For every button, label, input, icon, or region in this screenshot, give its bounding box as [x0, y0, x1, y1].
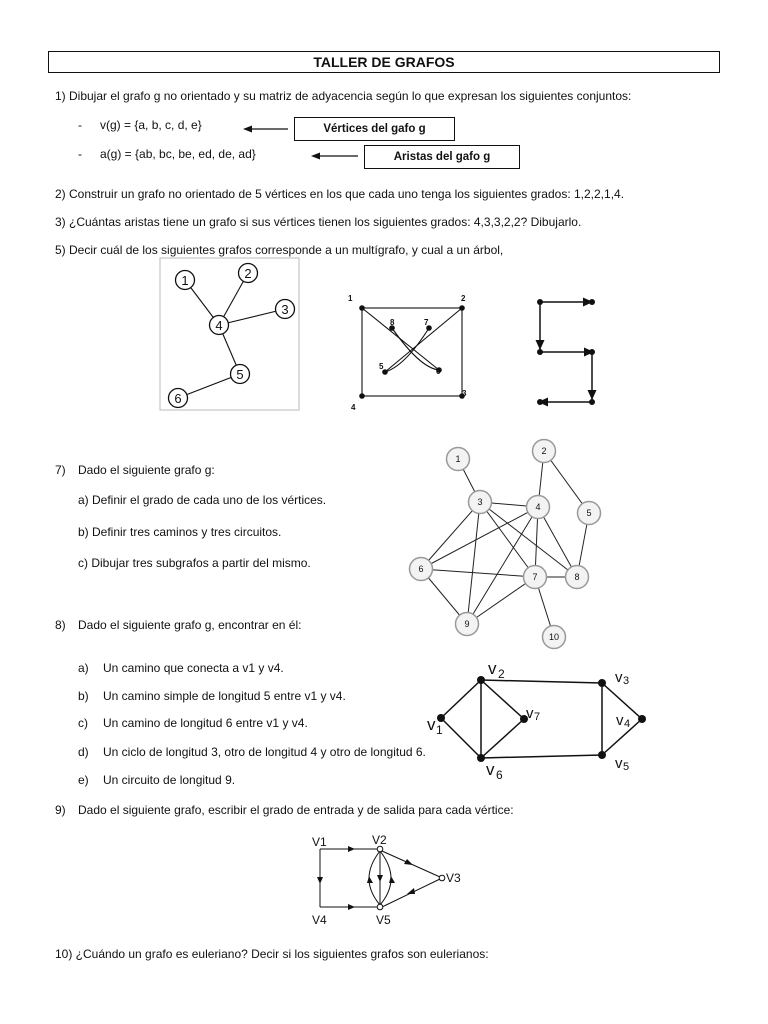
question-8-number: 8)	[55, 618, 66, 632]
question-8-item: Un ciclo de longitud 3, otro de longitud 4 y otro de longitud 6.	[103, 745, 426, 759]
vertex-label-index: 5	[623, 761, 630, 773]
label-arrows	[0, 0, 768, 200]
graph-g-question-7	[405, 438, 615, 653]
node-label: 1	[455, 454, 461, 464]
node-label: 8	[574, 572, 580, 582]
node-label: 7	[532, 572, 538, 582]
question-7-number: 7)	[55, 463, 66, 477]
vertex-label: v	[616, 712, 624, 729]
question-8-item-letter: c)	[78, 716, 88, 730]
node-label: 1	[348, 294, 353, 303]
node-label: 4	[351, 403, 356, 412]
node-label: 4	[535, 502, 541, 512]
node-label: 5	[586, 508, 592, 518]
page-title: TALLER DE GRAFOS	[48, 51, 720, 73]
bullet-dash: -	[78, 147, 82, 161]
question-3-text: 3) ¿Cuántas aristas tiene un grafo si sus vértices tienen los siguientes grados: 4,3,3,2,2? Dibujarlo.	[55, 215, 582, 229]
node-label: 6	[418, 564, 424, 574]
vertex-label: V1	[312, 835, 327, 849]
vertex-label: v	[615, 755, 623, 772]
question-9-number: 9)	[55, 803, 66, 817]
node-label: 10	[548, 632, 560, 642]
question-8-item-letter: d)	[78, 745, 89, 759]
vertex-label-index: 6	[496, 768, 503, 782]
directed-graph-question-9	[300, 832, 480, 930]
node-label: 3	[477, 497, 483, 507]
vertex-label-index: 7	[534, 711, 541, 723]
question-8-item: Un camino que conecta a v1 y v4.	[103, 661, 284, 675]
node-label: 4	[215, 318, 223, 333]
node-label: 2	[461, 294, 466, 303]
vertex-label: v	[615, 669, 623, 686]
vertex-label-index: 1	[436, 723, 443, 737]
node-label: 5	[236, 367, 244, 382]
question-5-text: 5) Decir cuál de los siguientes grafos corresponde a un multígrafo, y cual a un árbol,	[55, 243, 504, 257]
directed-s-graph	[530, 290, 605, 415]
vertex-label: V5	[376, 913, 391, 927]
node-label: 3	[281, 302, 289, 317]
question-8-item: Un camino de longitud 6 entre v1 y v4.	[103, 716, 308, 730]
graph-g-question-8	[420, 655, 670, 780]
question-8-item: Un circuito de longitud 9.	[103, 773, 236, 787]
bullet-dash: -	[78, 118, 82, 132]
vertex-label: v	[486, 760, 495, 779]
tree-graph	[160, 258, 300, 411]
question-8-item: Un camino simple de longitud 5 entre v1 y v4.	[103, 689, 346, 703]
edge-set: a(g) = {ab, bc, be, ed, de, ad}	[100, 147, 256, 161]
node-label: 3	[462, 389, 467, 398]
node-label: 1	[181, 273, 189, 288]
question-10-text: 10) ¿Cuándo un grafo es euleriano? Decir si los siguientes grafos son eulerianos:	[55, 947, 489, 961]
vertex-label: v	[488, 659, 497, 678]
node-label: 8	[390, 318, 395, 327]
vertex-set: v(g) = {a, b, c, d, e}	[100, 118, 202, 132]
question-8-item-letter: b)	[78, 689, 89, 703]
node-label: 6	[174, 391, 182, 406]
vertex-label: V4	[312, 913, 327, 927]
vertices-label-box: Vértices del gafo g	[294, 117, 455, 141]
question-9-text: Dado el siguiente grafo, escribir el grado de entrada y de salida para cada vértice:	[78, 803, 514, 817]
node-label: 9	[464, 619, 470, 629]
vertex-label: v	[427, 715, 436, 734]
question-7-item: b) Definir tres caminos y tres circuitos.	[78, 525, 282, 539]
question-2-text: 2) Construir un grafo no orientado de 5 vértices en los que cada uno tenga los siguientes grados: 1,2,2,1,4.	[55, 187, 625, 201]
node-label: 7	[424, 318, 429, 327]
vertex-label: V3	[446, 871, 461, 885]
question-8-item-letter: e)	[78, 773, 89, 787]
question-7-item: c) Dibujar tres subgrafos a partir del mismo.	[78, 556, 311, 570]
question-7-text: Dado el siguiente grafo g:	[78, 463, 215, 477]
node-label: 2	[541, 446, 547, 456]
question-8-text: Dado el siguiente grafo g, encontrar en él:	[78, 618, 302, 632]
question-1-text: 1) Dibujar el grafo g no orientado y su matriz de adyacencia según lo que expresan los siguientes conjuntos:	[55, 89, 632, 103]
question-7-item: a) Definir el grado de cada uno de los vértices.	[78, 493, 327, 507]
edges-label-box: Aristas del gafo g	[364, 145, 520, 169]
node-label: 6	[436, 367, 441, 376]
vertex-label-index: 4	[624, 718, 631, 730]
node-label: 5	[379, 362, 384, 371]
question-8-item-letter: a)	[78, 661, 89, 675]
vertex-label-index: 3	[623, 675, 630, 687]
vertex-label: v	[526, 705, 534, 722]
square-graph	[340, 288, 480, 414]
vertex-label-index: 2	[498, 667, 505, 681]
node-label: 2	[244, 266, 252, 281]
vertex-label: V2	[372, 833, 387, 847]
